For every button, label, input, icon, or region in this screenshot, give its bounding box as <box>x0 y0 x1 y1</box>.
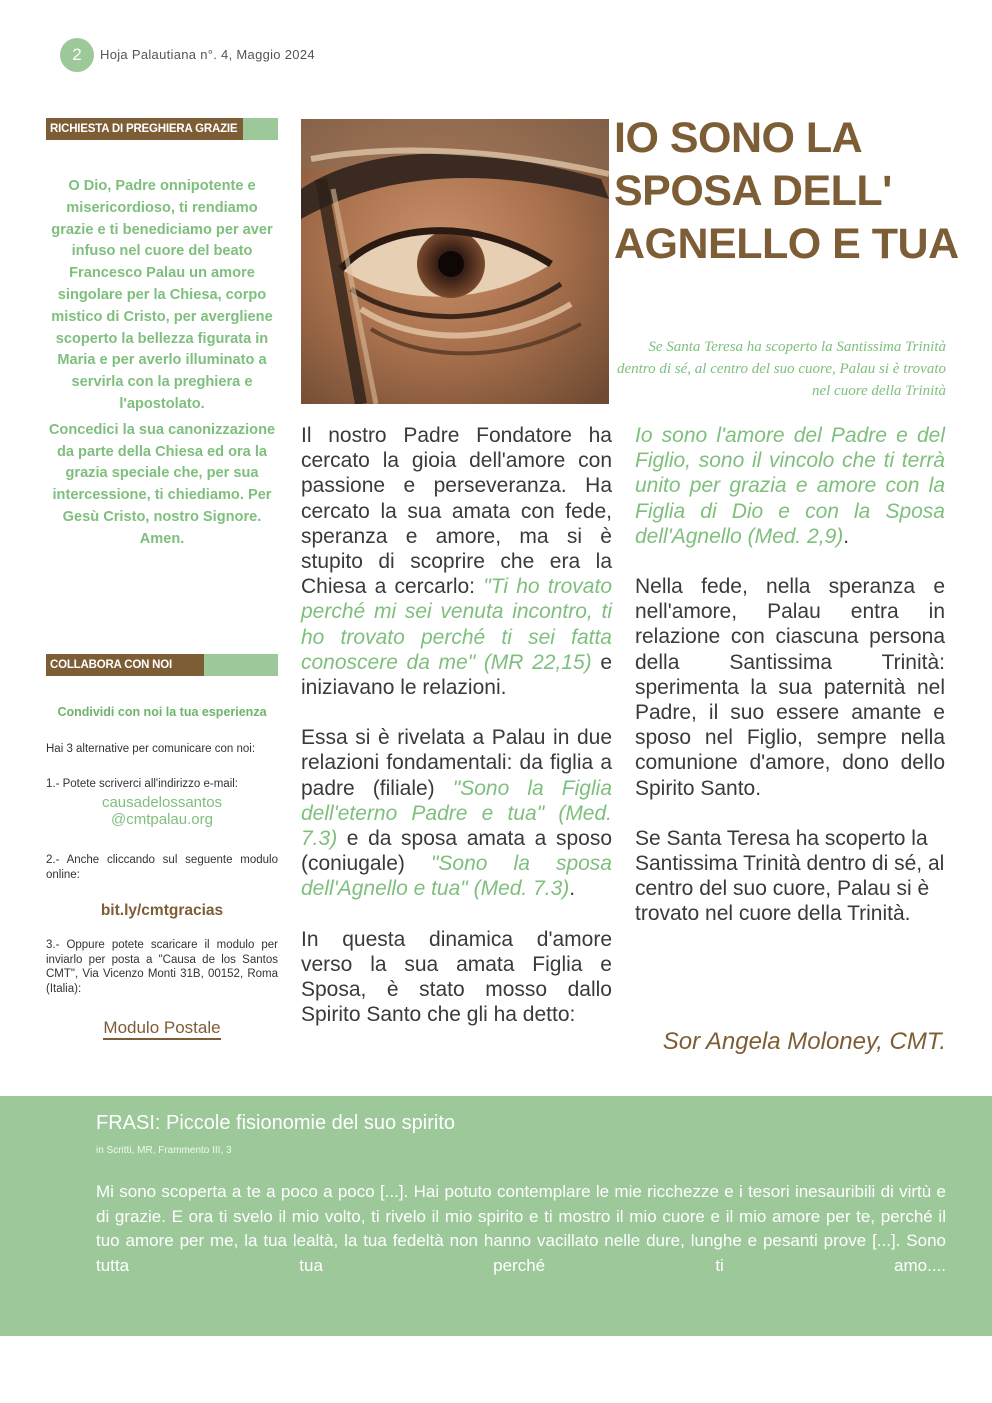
online-form-link[interactable]: bit.ly/cmtgracias <box>100 902 224 919</box>
email-link[interactable] <box>46 794 278 828</box>
prayer-paragraph-2: Concedici la sua canonizzazione da parte della Chiesa ed ora la grazia speciale che, per sua intercessione, ti chiediamo. Per Gesù Cristo, nostro Signore. <box>48 421 276 525</box>
page-number-badge: 2 <box>60 38 94 72</box>
article-paragraph-5: Nella fede, nella speranza e nell'amore, Palau entra in relazione con ciascuna persona della Santissima Trinità: sperimenta la sua paternità nel Padre, il suo essere amante e sposo nel Figlio, sempre nella comunione d'amore, dono dello Spirito Santo. <box>635 575 945 800</box>
article-column-right <box>635 423 945 952</box>
collab-option-3: 3.- Oppure potete scaricare il modulo per inviarlo per posta a "Causa de los Santos CMT", Via Vicenzo Monti 31B, 00152, Roma (Italia): <box>46 939 278 995</box>
icon-eye-image <box>301 119 609 404</box>
postal-form-link[interactable]: Modulo Postale <box>103 1018 220 1040</box>
email-line-1: causadelossantos <box>101 794 223 811</box>
frasi-title: FRASI: Piccole fisionomie del suo spirito <box>96 1112 456 1134</box>
article-paragraph-2: Essa si è rivelata a Palau in due relazioni fondamentali: da figlia a padre (filiale) "Sono la Figlia dell'eterno Padre e tua" (Med. 7.3) e da sposa amata a sposo (coniugale) "Sono la sposa dell'Agnello e tua" (Med. 7.3). <box>301 726 612 901</box>
article-column-left <box>301 423 612 1027</box>
article-author: Sor Angela Moloney, CMT. <box>662 1028 946 1055</box>
collab-intro: Hai 3 alternative per comunicare con noi: <box>46 743 256 755</box>
prayer-heading-bar <box>46 118 278 140</box>
frasi-quote: Mi sono scoperta a te a poco a poco [...]. Hai potuto contemplare le mie ricchezze e i tesori inesauribili di virtù e di grazie. E ora ti svelo il mio volto, ti rivelo il mio spirito e ti mostro il mio cuore e il mio amore per te, perché il tuo amore per me, la tua lealtà, la tua fedeltà non hanno vacillato nelle dure, lunghe e pesanti prove [...]. Sono tutta tua perché ti amo.... <box>96 1182 946 1275</box>
running-head: Hoja Palautiana n°. 4, Maggio 2024 <box>100 47 315 62</box>
collab-option-1: 1.- Potete scriverci all'indirizzo e-mail: <box>46 778 239 790</box>
prayer-text <box>46 176 278 551</box>
collab-option-2: 2.- Anche cliccando sul seguente modulo online: <box>46 854 278 881</box>
article-paragraph-4: Io sono l'amore del Padre e del Figlio, sono il vincolo che ti terrà unito per grazia e amore con la Figlia di Dio e con la Sposa dell'Agnello (Med. 2,9). <box>635 424 945 548</box>
article-subtitle: Se Santa Teresa ha scoperto la Santissima Trinità dentro di sé, al centro del suo cuore, Palau si è trovato nel cuore della Trinità <box>617 339 946 399</box>
article-paragraph-1: Il nostro Padre Fondatore ha cercato la gioia dell'amore con passione e perseveranza. Ha cercato la sua amata con fede, speranza e amore, ma si è stupito di scoprire che era la Chiesa a cercarlo: "Ti ho trovato perché mi sei venuta incontro, ti ho trovato perché ti sei fatta conoscere da me" (MR 22,15) e iniziavano le relazioni. <box>301 424 612 700</box>
article-paragraph-3: In questa dinamica d'amore verso la sua amata Figlia e Sposa, è stato mosso dallo Spirito Santo che gli ha detto: <box>301 927 612 1027</box>
email-line-2: @cmtpalau.org <box>111 811 213 828</box>
postal-link-wrap <box>46 1018 278 1038</box>
frasi-source: in Scritti, MR, Frammento III, 3 <box>96 1145 232 1156</box>
quote: "Sono la sposa dell'Agnello e tua" (Med. 7.3) <box>301 852 612 901</box>
prayer-paragraph-1: O Dio, Padre onnipotente e misericordioso, ti rendiamo grazie e ti benediciamo per aver infuso nel cuore del beato Francesco Palau un amore singolare per la Chiesa, corpo mistico di Cristo, per avergliene scoperto la bellezza figurata in Maria e per averlo illuminato a servirla con la preghiera e l'apostolato. <box>51 178 273 412</box>
collab-subtitle: Condividi con noi la tua esperienza <box>57 705 267 719</box>
collab-heading-bar <box>46 654 278 676</box>
article-paragraph-6: Se Santa Teresa ha scoperto la Santissima Trinità dentro di sé, al centro del suo cuore, Palau si è trovato nel cuore della Trinità. <box>635 826 945 926</box>
prayer-amen: Amen. <box>139 530 185 547</box>
quote: "Ti ho trovato perché mi sei venuta incontro, ti ho trovato perché ti sei fatta conoscere da me" (MR 22,15) <box>301 575 612 674</box>
quote: "Sono la Figlia dell'eterno Padre e tua" (Med. 7.3) <box>301 776 612 851</box>
quote: Io sono l'amore del Padre e del Figlio, sono il vincolo che ti terrà unito per grazia e amore con la Figlia di Dio e con la Sposa dell'Agnello (Med. 2,9) <box>635 424 945 548</box>
collab-heading: COLLABORA CON NOI <box>46 654 204 676</box>
article-title: IO SONO LA SPOSA DELL' AGNELLO E TUA <box>614 114 959 268</box>
prayer-heading: RICHIESTA DI PREGHIERA GRAZIE <box>46 118 243 140</box>
